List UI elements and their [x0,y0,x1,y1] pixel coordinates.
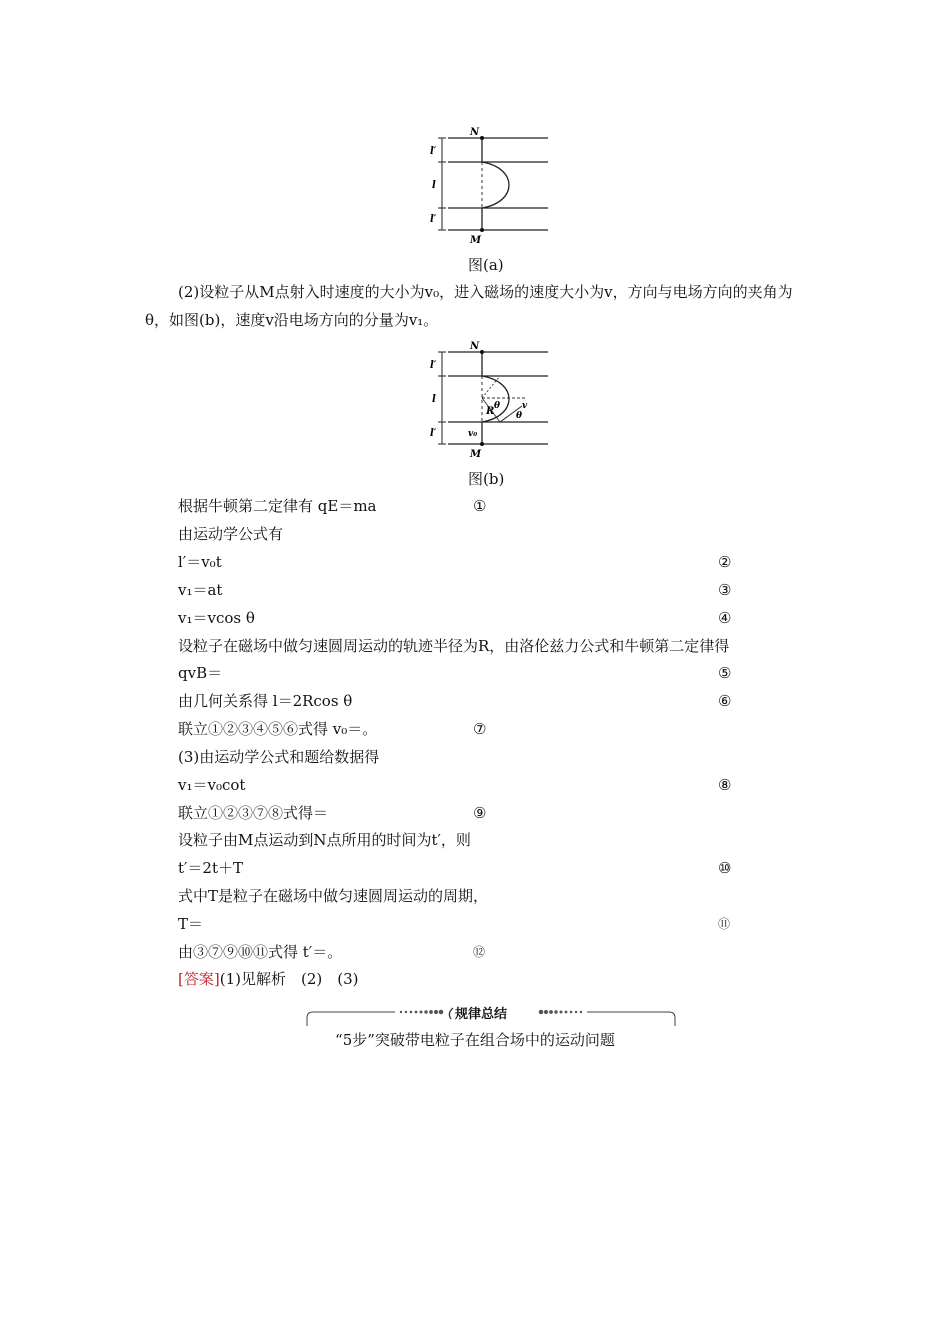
figure-a-caption: 图(a) [468,256,504,274]
equation-mark-12: ⑫ [473,945,486,959]
equation-line-17: 由③⑦⑨⑩⑪式得 t′＝。 [178,943,343,961]
equation-line-15: 式中T是粒子在磁场中做匀速圆周运动的周期， [178,887,489,905]
figure-b-label-r: R [486,406,495,417]
equation-mark-6: ⑥ [718,692,732,710]
paragraph-2 [145,278,805,334]
equation-mark-3: ③ [718,581,732,599]
equation-line-13: 设粒子由M点运动到N点所用的时间为t′，则 [178,831,471,849]
figure-b-label-lprime-bottom: l′ [430,428,437,439]
figure-b-label-v0: v₀ [468,429,478,439]
equation-mark-9: ⑨ [473,804,487,822]
equation-line-3: l′＝v₀t [178,553,222,571]
figure-a-label-l: l [432,180,436,191]
equation-mark-5: ⑤ [718,664,732,682]
figure-a-label-lprime-top: l′ [430,146,437,157]
equation-mark-4: ④ [718,609,732,627]
figure-a-label-m: M [470,235,482,246]
answer-text: (1)见解析 (2) (3) [219,970,359,988]
figure-b-label-n: N [470,341,480,352]
equation-mark-1: ① [473,497,487,515]
summary-heading: “5步”突破带电粒子在组合场中的运动问题 [335,1031,615,1049]
equation-line-9: 联立①②③④⑤⑥式得 v₀＝。 [178,720,378,738]
equation-line-11: v₁＝v₀cot [178,776,246,794]
figure-b-caption: 图(b) [468,470,505,488]
equation-line-10: (3)由运动学公式和题给数据得 [178,748,380,766]
equation-line-6: 设粒子在磁场中做匀速圆周运动的轨迹半径为R，由洛伦兹力公式和牛顿第二定律得 [178,637,730,655]
equation-line-1: 根据牛顿第二定律有 qE＝ma [178,497,377,515]
figure-b-label-theta-1: θ [494,401,501,411]
equation-mark-2: ② [718,553,732,571]
equation-mark-7: ⑦ [473,720,487,738]
figure-b-label-m: M [470,449,482,460]
equation-line-4: v₁＝at [178,581,223,599]
equation-line-2: 由运动学公式有 [178,525,284,543]
paragraph-2-text: (2)设粒子从M点射入时速度的大小为v₀，进入磁场的速度大小为v，方向与电场方向的夹角为θ，如图(b)，速度v沿电场方向的分量为v₁。 [145,283,793,329]
figure-a-label-lprime-bottom: l′ [430,214,437,225]
equation-line-12: 联立①②③⑦⑧式得＝ [178,804,329,822]
figure-b-label-l: l [432,394,436,405]
figure-a-label-n: N [470,127,480,138]
equation-line-14: t′＝2t＋T [178,859,244,877]
figure-b-diagram [418,338,553,460]
answer-line [178,969,358,989]
equation-line-16: T＝ [178,915,204,933]
equation-line-7: qvB＝ [178,664,223,682]
equation-mark-8: ⑧ [718,776,732,794]
figure-b-label-v: v [522,401,528,411]
figure-b-label-theta-2: θ [516,411,523,421]
figure-b-label-lprime-top: l′ [430,360,437,371]
equation-line-5: v₁＝vcos θ [178,609,255,627]
figure-a-diagram [418,124,553,246]
equation-mark-11: ⑪ [718,917,731,931]
answer-tag: [答案] [178,970,220,988]
equation-line-8: 由几何关系得 l＝2Rcos θ [178,692,353,710]
equation-mark-10: ⑩ [718,859,732,877]
